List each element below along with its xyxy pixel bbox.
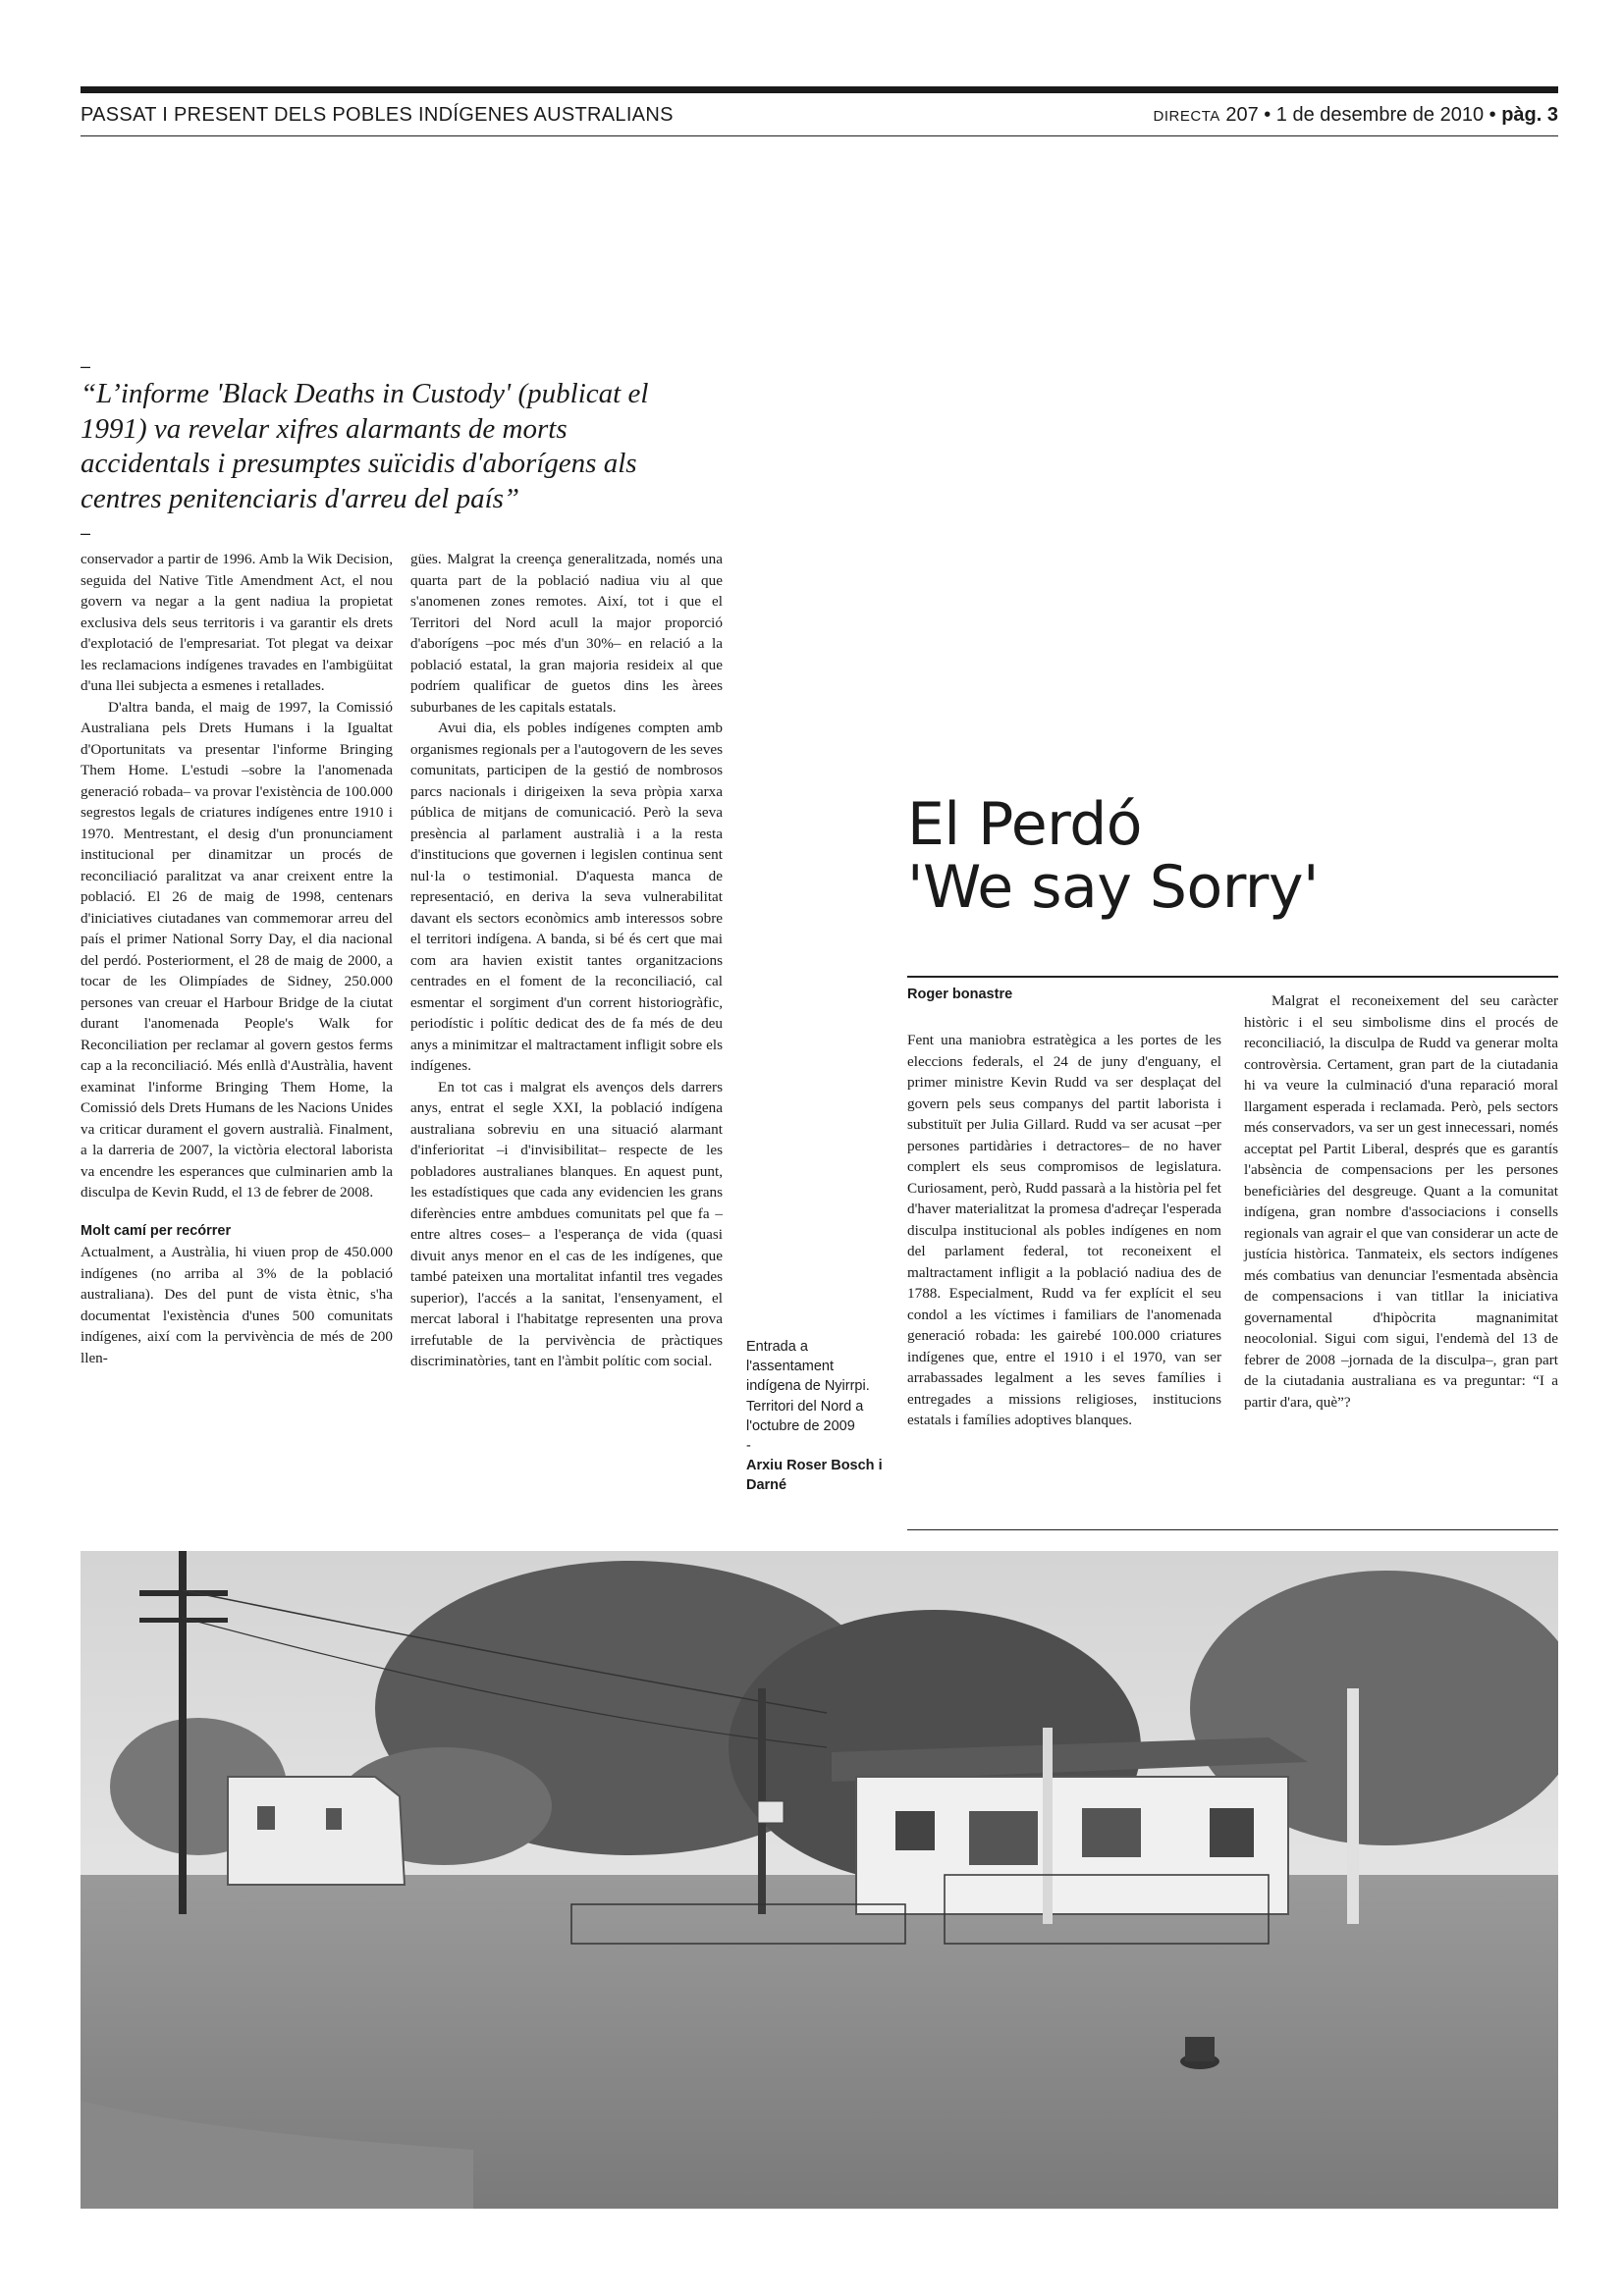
col3-paragraph: Fent una maniobra estratègica a les portes de les eleccions federals, el 24 de juny d'enguany, el primer ministre Kevin Rudd va ser desplaçat del govern pels seus companys del partit laborista i substituït per Julia Gillard. Rudd va ser acusat –per persones partidàries i detractores– de no haver complert els seus compromisos de legislatura. Curiosament, però, Rudd passarà a la història pel fet d'haver materialitzat la promesa d'adreçar l'esperada disculpa institucional als pobles indígenes en nom del parlament federal, tot reconeixent el maltractament infligit a la població nadiua des de 1788. Especialment, Rudd va fer explícit el seu condol a les víctimes i familiars de l'anomenada generació robada: les gairebé 100.000 criatures indígenes que, entre el 1910 i el 1970, van ser arrabassades legalment a les seves famílies i entregades a missions religioses, institucions estatals i famílies adoptives blanques. — [907, 1032, 1221, 1428]
caption-dash: - — [746, 1438, 751, 1455]
window — [895, 1811, 935, 1850]
header-rule — [81, 135, 1558, 136]
title-line-2: 'We say Sorry' — [907, 853, 1319, 922]
tree-trunk — [1043, 1728, 1053, 1924]
quote-dash-bottom: – — [81, 523, 91, 543]
photo-credit: Arxiu Roser Bosch i Darné — [746, 1458, 883, 1494]
column-4 — [1244, 990, 1558, 1413]
column-2 — [410, 549, 723, 1372]
col2-paragraph: gües. Malgrat la creença generalitzada, només una quarta part de la població nadiua viu al que s'anomenen zones remotes. Així, tot i que el Territori del Nord acull la major proporció d'aborígens –poc més d'un 30%– en relació a la població estatal, la gran majoria resideix al que podríem qualificar de guetos dins les àrees suburbanes de les capitals estatals. — [410, 551, 723, 716]
window — [1210, 1808, 1254, 1857]
column-3 — [907, 1030, 1221, 1431]
pull-quote: “L’informe 'Black Deaths in Custody' (publicat el 1991) va revelar xifres alarmants de morts accidentals i presumptes suïcidis d'aborígens als centres penitenciaris d'arreu del país” — [81, 378, 649, 514]
page-number: pàg. 3 — [1501, 104, 1558, 126]
settlement-photo — [81, 1551, 1558, 2209]
page-info — [1154, 104, 1558, 127]
top-rule — [81, 86, 1558, 93]
col2-paragraph: En tot cas i malgrat els avenços dels darrers anys, entrat el segle XXI, la població indígena australiana sobreviu en una situació alarmant d'inferioritat –i d'invisibilitat– respecte de les pobladores australianes blanques. En aquest punt, les estadístiques que cada any evidencien les grans diferències entre ambdues comunitats pel que fa –entre altres coses– a l'esperança de vida (quasi divuit anys menor en el cas de les indígenes, que també pateixen una mortalitat infantil tres vegades superior), l'accés a la sanitat, l'ensenyament, el mercat laboral i l'habitatge representen una prova irrefutable de la pervivència de pràctiques discriminatòries, tant en l'àmbit polític com social. — [410, 1078, 723, 1369]
building-left — [228, 1777, 405, 1885]
column-1 — [81, 549, 393, 1368]
article-end-rule — [907, 1529, 1558, 1530]
col1-paragraph: Actualment, a Austràlia, hi viuen prop de 450.000 indígenes (no arriba al 3% de la població australiana). Des del punt de vista ètnic, s'ha documentat l'existència d'unes 500 comunitats indígenes, així com la pervivència de més de 200 llen- — [81, 1244, 393, 1366]
parked-vehicle — [758, 1801, 784, 1823]
byline-rule — [907, 976, 1558, 978]
article-title — [907, 790, 1319, 922]
col4-paragraph: Malgrat el reconeixement del seu caràcter històric i el seu simbolisme dins el procés de reconciliació, la disculpa de Rudd va generar molta controvèrsia. Certament, gran part de la ciutadania hi va veure la culminació d'una reparació moral llargament esperada i reclamada. Però, pels sectors més conservadors, va ser un gest innecessari, només acceptat pel Partit Liberal, després que es garantís l'absència de compensacions per les persones beneficiàries del desgreuge. Quant a la comunitat indígena, gran nombre d'associacions i consells regionals van agrair el que van considerar un acte de justícia històrica. Tanmateix, els sectors indígenes més combatius van denunciar l'esmentada absència de compensacions i van titllar la iniciativa governamental d'hipòcrita magnanimitat neocolonial. Sigui com sigui, l'endemà del 13 de febrer de 2008 –jornada de la disculpa–, gran part de la ciutadania australiana es va preguntar: “I a partir d'ara, què”? — [1244, 992, 1558, 1411]
power-pole — [179, 1551, 187, 1914]
tree-trunk — [1347, 1688, 1359, 1924]
issue-date: 207 • 1 de desembre de 2010 • — [1219, 104, 1502, 126]
col2-paragraph: Avui dia, els pobles indígenes compten amb organismes regionals per a l'autogovern de les seves comunitats, participen de la gestió de nombrosos parcs nacionals i dirigeixen la seva pròpia xarxa pública de mitjans de comunicació. Però la seva presència al parlament australià i a la resta d'institucions que governen i legislen continua sent nul·la o testimonial. D'aquesta manca de representació, en deriva la seva vulnerabilitat davant els sectors econòmics amb interessos sobre el territori indígena. A banda, si bé és cert que mai com ara havien existit tantes organitzacions centrades en el foment de la reconciliació, cal esmentar el sorgiment d'un corrent historiogràfic, periodístic i polític dedicat des de fa més de deu anys a minimitzar el maltractament infligit sobre els indígenes. — [410, 720, 723, 1074]
window — [969, 1811, 1038, 1865]
bucket — [1185, 2037, 1215, 2061]
section-title: PASSAT I PRESENT DELS POBLES INDÍGENES AUSTRALIANS — [81, 104, 674, 126]
window — [1082, 1808, 1141, 1857]
byline: Roger bonastre — [907, 987, 1013, 1002]
col1-paragraph: conservador a partir de 1996. Amb la Wik Decision, seguida del Native Title Amendment Act, el nou govern va negar a la gent nadiua la propietat exclusiva dels seus territoris i va garantir els drets d'explotació de l'empresariat. Tot plegat va deixar les reclamacions indígenes travades en l'ambigüitat d'una llei subjecta a esmenes i retallades. — [81, 551, 393, 694]
photo-caption — [746, 1337, 884, 1496]
window — [257, 1806, 275, 1830]
caption-text: Entrada a l'assentament indígena de Nyirrpi. Territori del Nord a l'octubre de 2009 — [746, 1339, 870, 1434]
window — [326, 1808, 342, 1830]
col1-paragraph: D'altra banda, el maig de 1997, la Comissió Australiana pels Drets Humans i la Igualtat d'Oportunitats va presentar l'informe Bringing Them Home. L'estudi –sobre la l'anomenada generació robada– va provar l'existència de 100.000 segrestos legals de criatures indígenes entre 1910 i 1970. Mentrestant, el desig d'un pronunciament institucional per dinamitzar un procés de reconciliació paralitzat va anar creixent entre la població. El 26 de maig de 1998, centenars d'iniciatives ciutadanes van commemorar arreu del país el primer National Sorry Day, el dia nacional del perdó. Posteriorment, el 28 de maig de 2000, a tocar de les Olimpíades de Sidney, 250.000 persones van creuar el Harbour Bridge de la ciutat durant l'anomenada People's Walk for Reconciliation per reclamar al govern gestos ferms cap a la reconciliació. Més enllà d'Austràlia, havent examinat l'informe Bringing Them Home, la Comissió dels Drets Humans de les Nacions Unides va criticar durament el govern australià. Finalment, a la darreria de 2007, la victòria electoral laborista va encendre les esperances que culminarien amb la disculpa de Kevin Rudd, el 13 de febrer de 2008. — [81, 698, 393, 1201]
subheading: Molt camí per recórrer — [81, 1222, 232, 1239]
publication-name: DIRECTA — [1153, 108, 1220, 125]
title-line-1: El Perdó — [907, 790, 1143, 859]
quote-dash-top: – — [81, 356, 91, 376]
